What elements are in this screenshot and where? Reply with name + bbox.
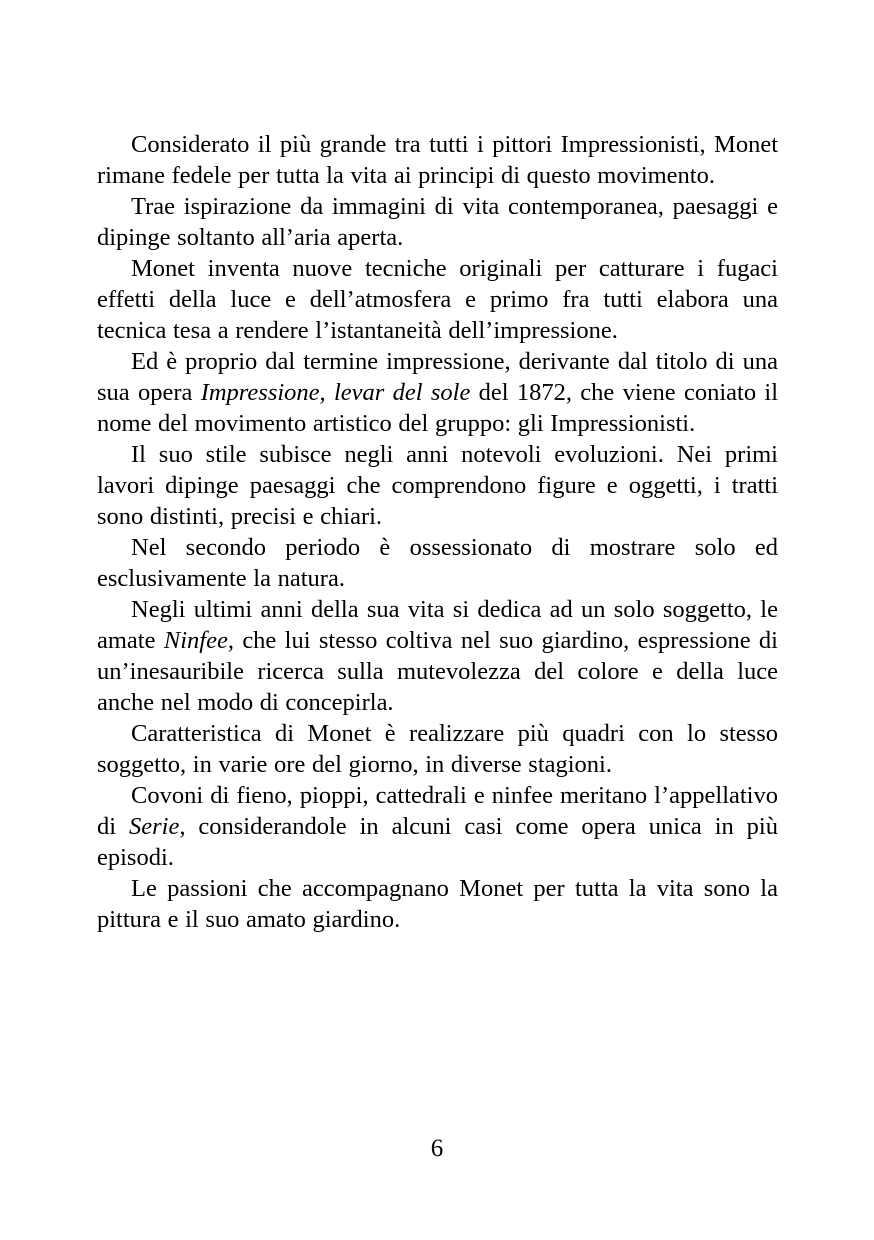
paragraph — [97, 873, 778, 935]
italic-text-segment: Impressione, levar del sole — [200, 379, 471, 406]
paragraph — [97, 594, 778, 718]
text-segment: Il suo stile subisce negli anni notevoli evoluzioni. Nei primi lavori dipinge paesaggi che comprendono figure e oggetti, i tratti sono distinti, precisi e chiari. — [97, 441, 778, 530]
paragraph — [97, 718, 778, 780]
text-segment: Nel secondo periodo è ossessionato di mostrare solo ed esclusivamente la natura. — [97, 534, 778, 592]
text-segment: Covoni di fieno, pioppi, cattedrali e ninfee meritano l’appellativo di — [97, 782, 778, 840]
italic-text-segment: Ninfee — [163, 627, 228, 654]
paragraph — [97, 532, 778, 594]
text-segment: Caratteristica di Monet è realizzare più quadri con lo stesso soggetto, in varie ore del giorno, in diverse stagioni. — [97, 720, 778, 778]
text-segment: Le passioni che accompagnano Monet per tutta la vita sono la pittura e il suo amato giardino. — [97, 875, 778, 933]
text-block — [97, 129, 778, 935]
page-number: 6 — [430, 1135, 444, 1162]
paragraph — [97, 780, 778, 873]
paragraph — [97, 129, 778, 191]
text-segment: Trae ispirazione da immagini di vita contemporanea, paesaggi e dipinge soltanto all’aria aperta. — [97, 193, 778, 251]
text-segment: , considerandole in alcuni casi come opera unica in più episodi. — [97, 813, 778, 871]
text-segment: Considerato il più grande tra tutti i pittori Impressionisti, Monet rimane fedele per tutta la vita ai principi di questo movimento. — [97, 131, 778, 189]
text-segment: Monet inventa nuove tecniche originali per catturare i fugaci effetti della luce e dell’atmosfera e primo fra tutti elabora una tecnica tesa a rendere l’istantaneità dell’impressione. — [97, 255, 778, 344]
paragraph — [97, 439, 778, 532]
text-segment: Negli ultimi anni della sua vita si dedica ad un solo soggetto, le amate — [97, 596, 778, 654]
text-segment: Ed è proprio dal termine impressione, derivante dal titolo di una sua opera — [97, 348, 778, 406]
paragraph — [97, 346, 778, 439]
italic-text-segment: Serie — [128, 813, 180, 840]
text-segment: del 1872, che viene coniato il nome del movimento artistico del gruppo: gli Impressionisti. — [97, 379, 778, 437]
paragraph — [97, 191, 778, 253]
paragraph — [97, 253, 778, 346]
text-segment: , che lui stesso coltiva nel suo giardino, espressione di un’inesauribile ricerca sulla mutevolezza del colore e della luce anche nel modo di concepirla. — [97, 627, 778, 716]
